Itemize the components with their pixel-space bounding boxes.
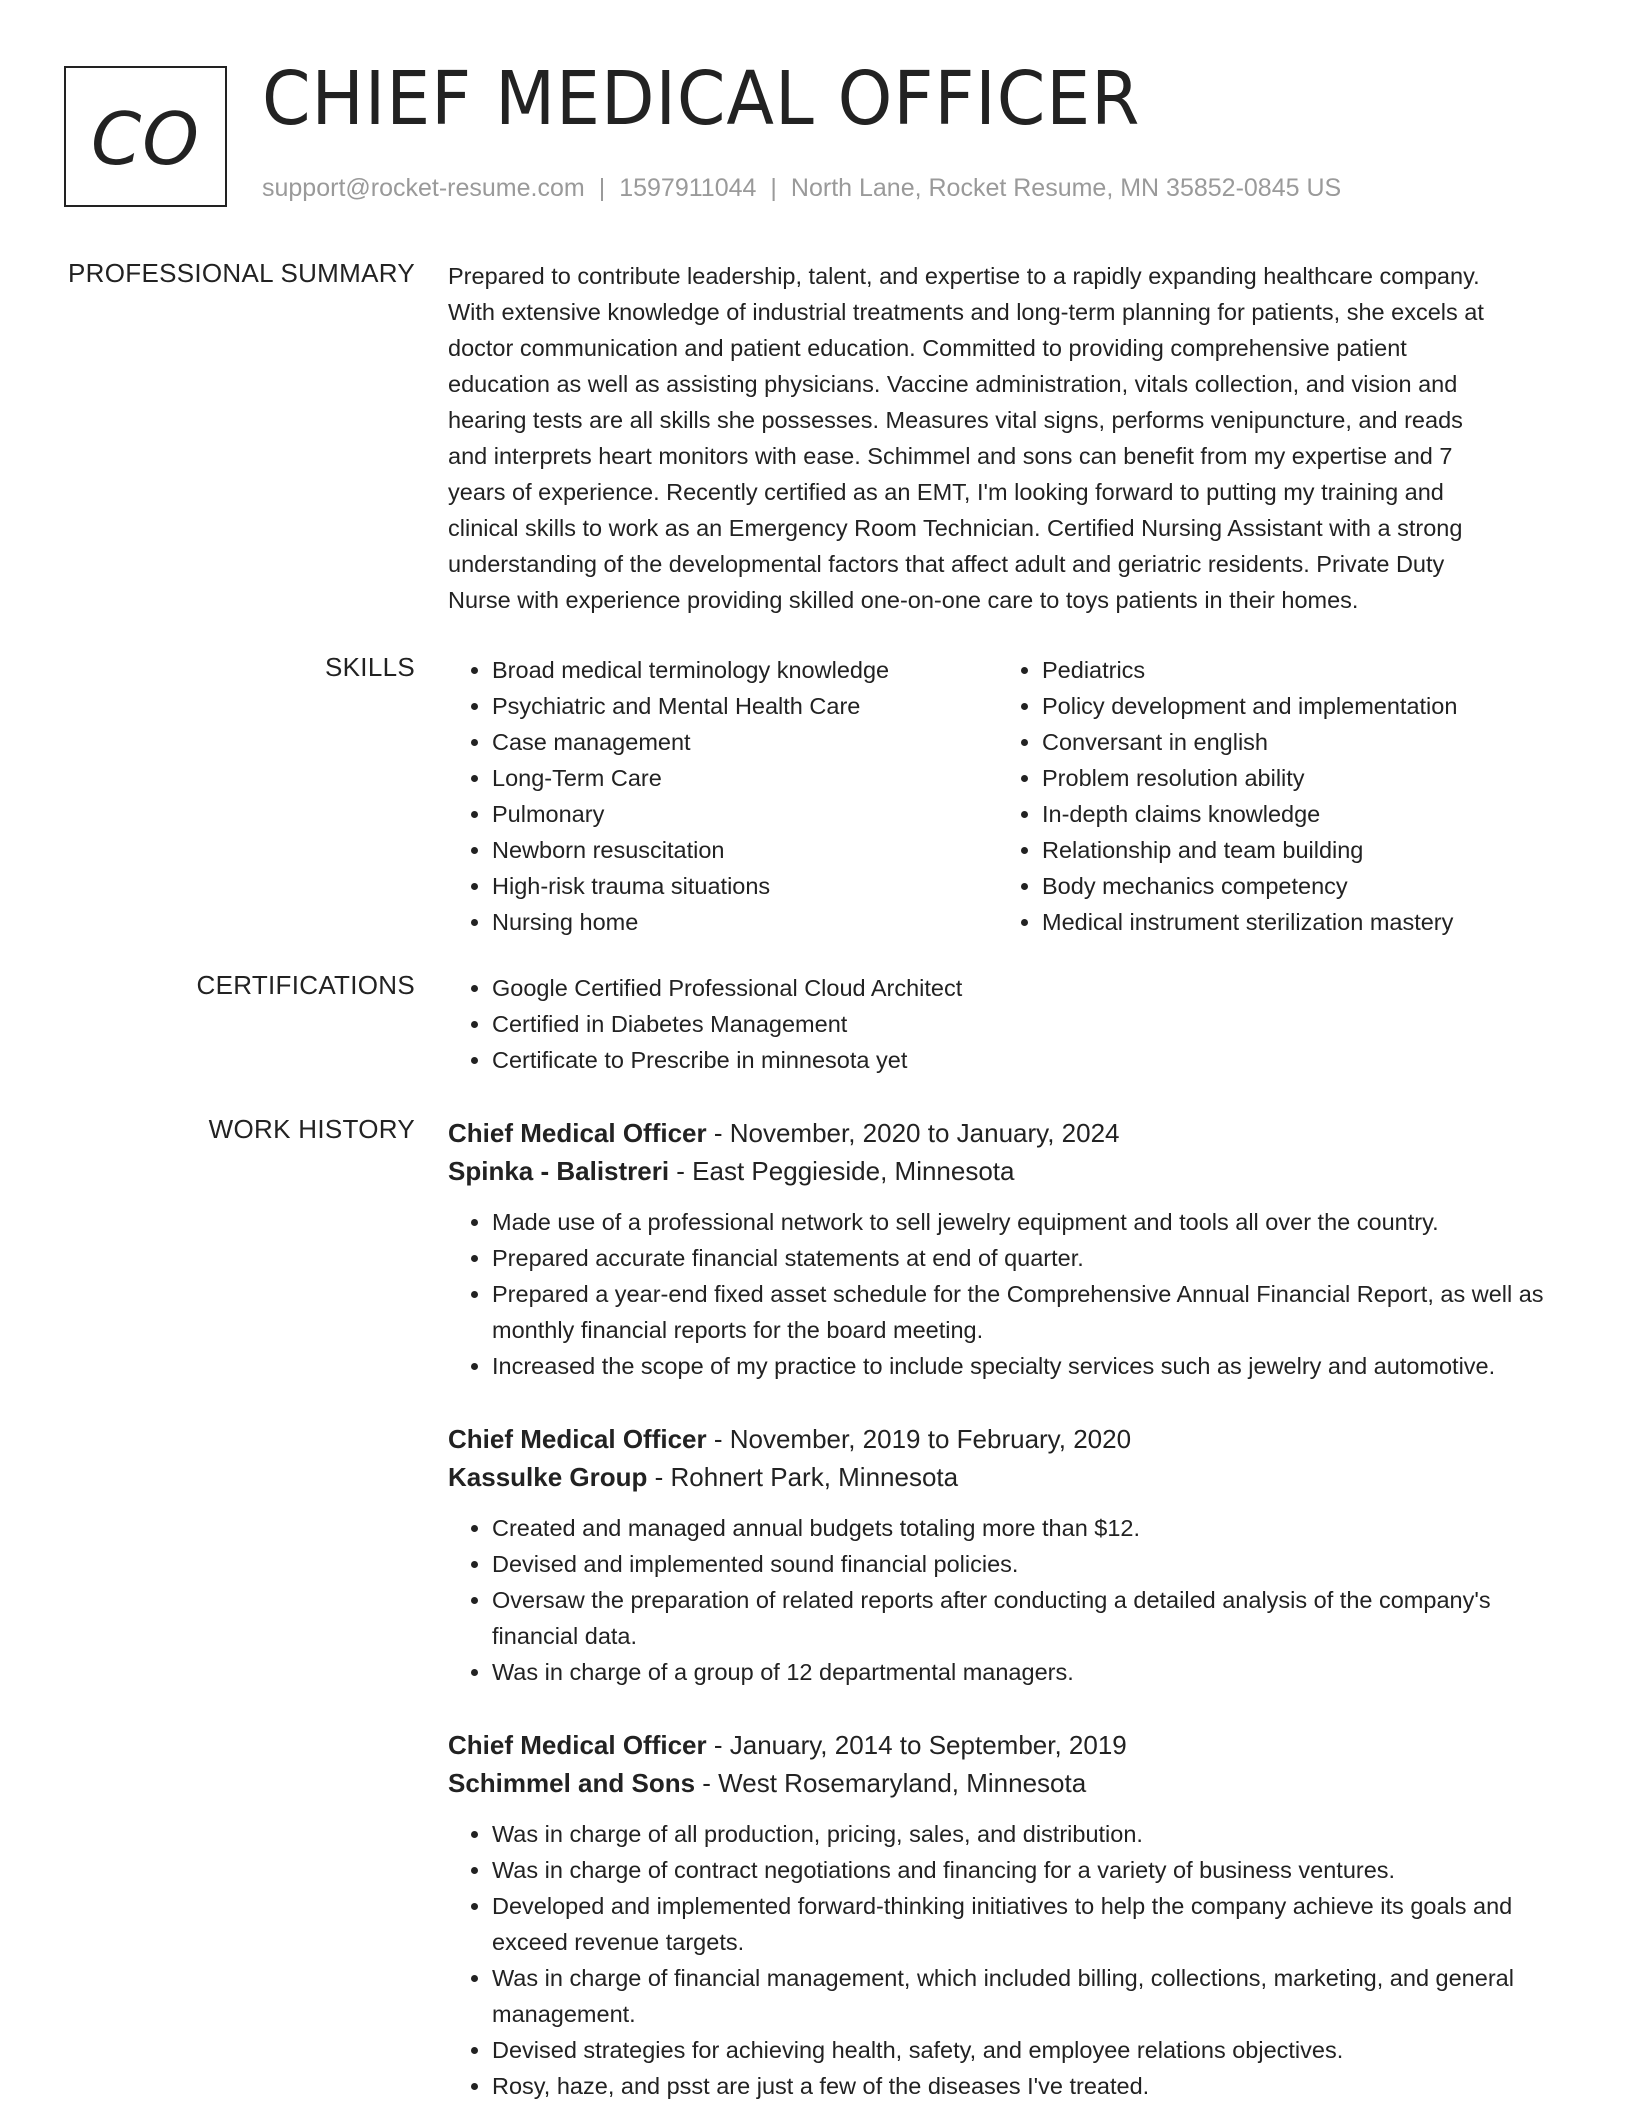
summary-line: education as well as assisting physicians. Vaccine administration, vitals collection, and vision and	[448, 371, 1458, 397]
job-bullet: • Devised strategies for achieving health, safety, and employee relations objectives.	[492, 2032, 1566, 2068]
job-bullet: • Oversaw the preparation of related reports after conducting a detailed analysis of the company's financial data.	[492, 1582, 1566, 1654]
job-location: - West Rosemaryland, Minnesota	[695, 1768, 1087, 1798]
job-bullet: • Was in charge of financial management, which included billing, collections, marketing, and general management.	[492, 1960, 1566, 2032]
job-bullet: • Devised and implemented sound financial policies.	[492, 1546, 1566, 1582]
job-bullet: • Prepared a year-end fixed asset schedule for the Comprehensive Annual Financial Report, as well as monthly financial reports for the board meeting.	[492, 1276, 1566, 1348]
job-company-line	[448, 1458, 1566, 1496]
job-entry	[448, 1420, 1566, 1690]
job-title: Chief Medical Officer	[448, 1730, 707, 1760]
job-bullet: • Was in charge of contract negotiations and financing for a variety of business ventures.	[492, 1852, 1566, 1888]
monogram-box	[64, 66, 227, 207]
job-company-line	[448, 1152, 1566, 1190]
skill-item: • Conversant in english	[1042, 724, 1548, 760]
certification-item: • Certified in Diabetes Management	[492, 1006, 1566, 1042]
skills-list-right	[998, 652, 1548, 940]
summary-line: clinical skills to work as an Emergency Room Technician. Certified Nursing Assistant with a strong	[448, 515, 1463, 541]
resume-name: CHIEF MEDICAL OFFICER	[262, 56, 1141, 142]
certifications-body	[448, 970, 1566, 1078]
contact-separator: |	[598, 174, 606, 202]
skill-item: • Psychiatric and Mental Health Care	[492, 688, 998, 724]
summary-line: With extensive knowledge of industrial treatments and long-term planning for patients, she excels at	[448, 299, 1484, 325]
job-company: Spinka - Balistreri	[448, 1156, 670, 1186]
job-bullet: • Prepared accurate financial statements at end of quarter.	[492, 1240, 1566, 1276]
contact-address: North Lane, Rocket Resume, MN 35852-0845 US	[790, 174, 1342, 202]
job-company: Kassulke Group	[448, 1462, 648, 1492]
skill-item: • Body mechanics competency	[1042, 868, 1548, 904]
skill-item: • Case management	[492, 724, 998, 760]
summary-line: understanding of the developmental factors that affect adult and geriatric residents. Private Duty	[448, 551, 1445, 577]
skill-item: • Relationship and team building	[1042, 832, 1548, 868]
monogram-initials: CO	[91, 96, 200, 181]
job-bullets	[448, 1816, 1566, 2104]
contact-separator: |	[770, 174, 777, 202]
job-bullet: • Was in charge of a group of 12 departmental managers.	[492, 1654, 1566, 1690]
job-bullet: • Developed and implemented forward-thinking initiatives to help the company achieve its goals and exceed revenue targets.	[492, 1888, 1566, 1960]
certifications-label: CERTIFICATIONS	[196, 970, 415, 1000]
contact-phone[interactable]: 1597911044	[619, 174, 757, 202]
skill-item: • In-depth claims knowledge	[1042, 796, 1548, 832]
job-company-line	[448, 1764, 1566, 1802]
contact-email[interactable]: support@rocket-resume.com	[262, 174, 585, 202]
job-bullets	[448, 1510, 1566, 1690]
job-title-line	[448, 1114, 1566, 1152]
job-bullet: • Rosy, haze, and psst are just a few of the diseases I've treated.	[492, 2068, 1566, 2104]
job-dates: - November, 2019 to February, 2020	[706, 1424, 1132, 1454]
skill-item: • Newborn resuscitation	[492, 832, 998, 868]
skills-body	[448, 652, 1566, 940]
skill-item: • Medical instrument sterilization mastery	[1042, 904, 1548, 940]
job-location: - Rohnert Park, Minnesota	[647, 1462, 959, 1492]
job-bullet: • Made use of a professional network to sell jewelry equipment and tools all over the country.	[492, 1204, 1566, 1240]
certifications-list	[448, 970, 1566, 1078]
job-title-line	[448, 1726, 1566, 1764]
skill-item: • Policy development and implementation	[1042, 688, 1548, 724]
summary-line: Prepared to contribute leadership, talent, and expertise to a rapidly expanding healthcare company.	[448, 263, 1480, 289]
summary-line: and interprets heart monitors with ease. Schimmel and sons can benefit from my expertise and 7	[448, 443, 1453, 469]
contact-line	[262, 174, 1341, 203]
job-bullet: • Created and managed annual budgets totaling more than $12.	[492, 1510, 1566, 1546]
job-dates: - January, 2014 to September, 2019	[706, 1730, 1127, 1760]
job-company: Schimmel and Sons	[448, 1768, 696, 1798]
summary-line: doctor communication and patient education. Committed to providing comprehensive patient	[448, 335, 1407, 361]
skill-item: • High-risk trauma situations	[492, 868, 998, 904]
job-title: Chief Medical Officer	[448, 1118, 707, 1148]
skills-list-left	[448, 652, 998, 940]
skills-label: SKILLS	[325, 652, 415, 682]
job-title: Chief Medical Officer	[448, 1424, 707, 1454]
summary-line: hearing tests are all skills she possesses. Measures vital signs, performs venipuncture, and reads	[448, 407, 1463, 433]
summary-text	[448, 258, 1566, 618]
job-entry	[448, 1726, 1566, 2104]
summary-label: PROFESSIONAL SUMMARY	[68, 258, 415, 288]
skill-item: • Nursing home	[492, 904, 998, 940]
summary-line: years of experience. Recently certified as an EMT, I'm looking forward to putting my training and	[448, 479, 1444, 505]
job-bullets	[448, 1204, 1566, 1384]
job-title-line	[448, 1420, 1566, 1458]
skill-item: • Problem resolution ability	[1042, 760, 1548, 796]
skill-item: • Pediatrics	[1042, 652, 1548, 688]
work-history-label: WORK HISTORY	[208, 1114, 415, 1144]
job-location: - East Peggieside, Minnesota	[669, 1156, 1015, 1186]
summary-line: Nurse with experience providing skilled one-on-one care to toys patients in their homes.	[448, 587, 1359, 613]
skill-item: • Pulmonary	[492, 796, 998, 832]
certification-item: • Certificate to Prescribe in minnesota yet	[492, 1042, 1566, 1078]
job-bullet: • Was in charge of all production, pricing, sales, and distribution.	[492, 1816, 1566, 1852]
job-dates: - November, 2020 to January, 2024	[706, 1118, 1120, 1148]
job-bullet: • Increased the scope of my practice to include specialty services such as jewelry and automotive.	[492, 1348, 1566, 1384]
skill-item: • Long-Term Care	[492, 760, 998, 796]
certification-item: • Google Certified Professional Cloud Architect	[492, 970, 1566, 1006]
job-entry	[448, 1114, 1566, 1384]
skill-item: • Broad medical terminology knowledge	[492, 652, 998, 688]
